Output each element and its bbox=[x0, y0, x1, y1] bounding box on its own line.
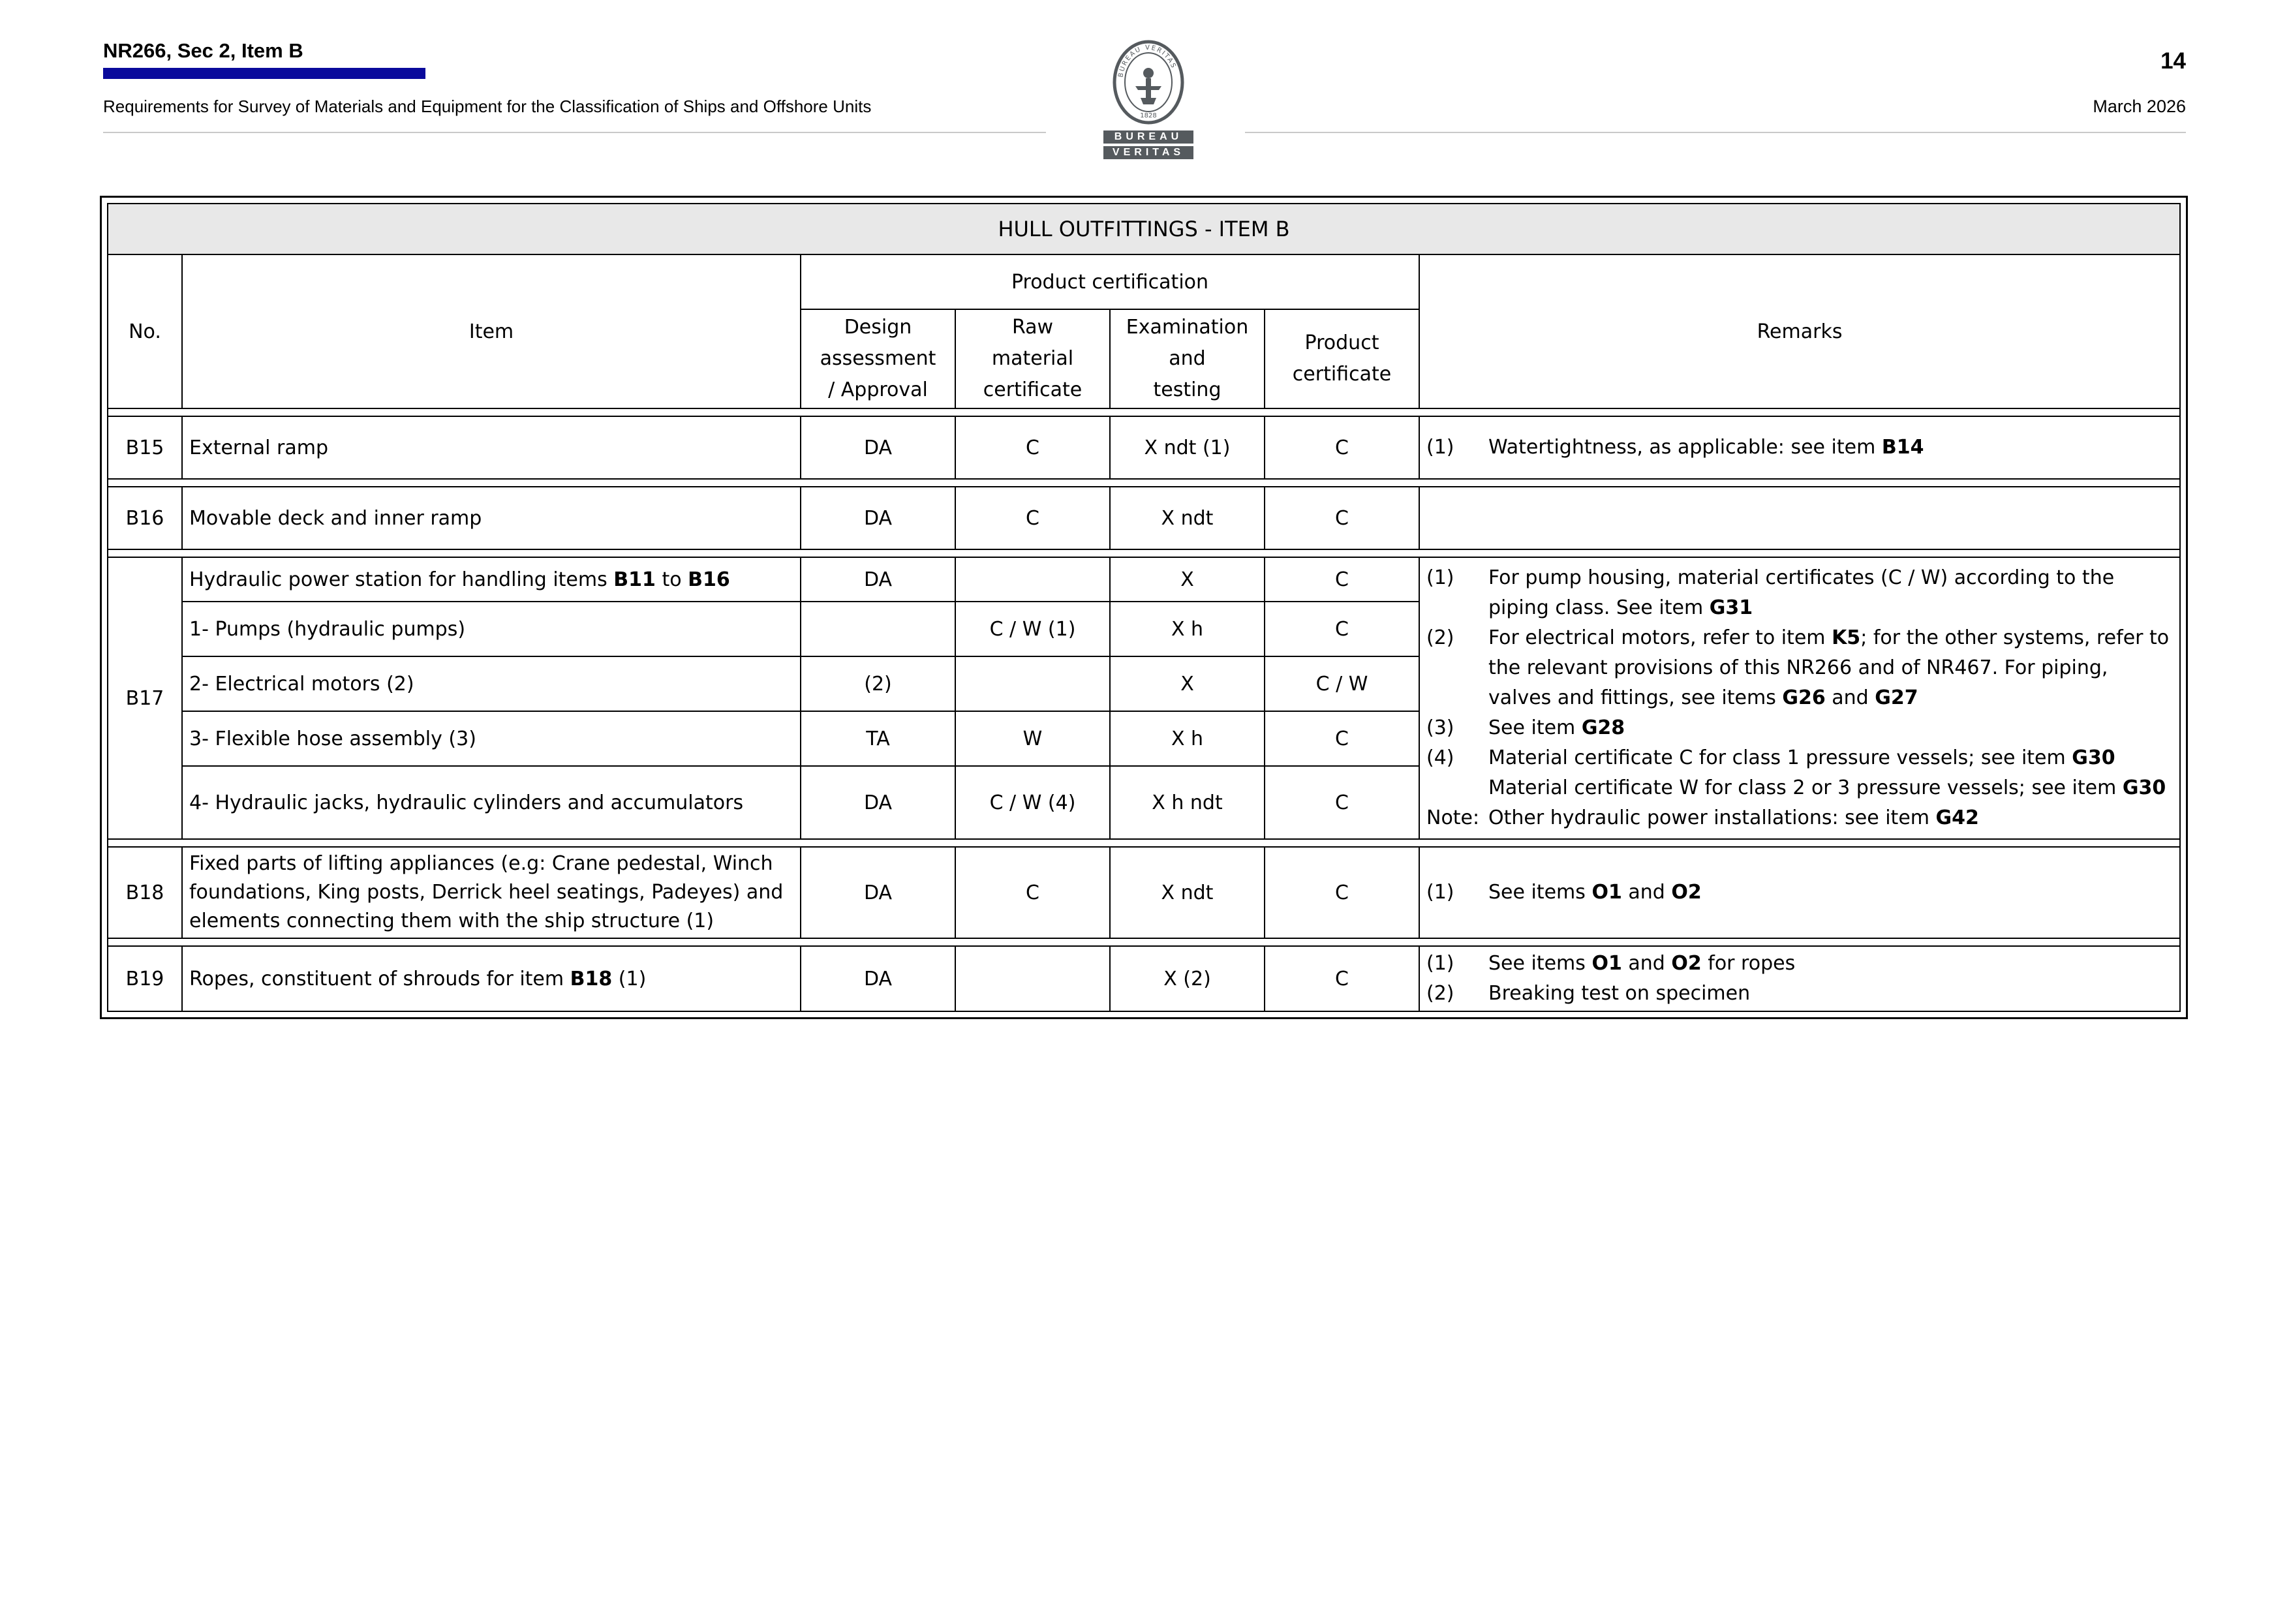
examination-cell: X bbox=[1110, 656, 1265, 711]
examination-cell: X bbox=[1110, 557, 1265, 602]
design-cell: DA bbox=[801, 487, 955, 549]
row-separator bbox=[108, 839, 2180, 847]
item-cell: 3- Flexible hose assembly (3) bbox=[182, 711, 801, 766]
item-cell: Ropes, constituent of shrouds for item B18 (1) bbox=[182, 946, 801, 1011]
row-number: B15 bbox=[108, 416, 182, 479]
hull-outfittings-table bbox=[107, 203, 2181, 1012]
logo-seal-text: BUREAU VERITAS bbox=[1117, 44, 1178, 78]
logo-word-bureau: BUREAU bbox=[1103, 130, 1193, 144]
table-row-b15 bbox=[108, 416, 2180, 479]
design-cell: (2) bbox=[801, 656, 955, 711]
remarks-cell: (1) See items O1 and O2 bbox=[1419, 847, 2180, 938]
item-cell: 1- Pumps (hydraulic pumps) bbox=[182, 602, 801, 656]
column-group-product-certification: Product certification bbox=[801, 254, 1419, 309]
raw-material-cell bbox=[955, 656, 1110, 711]
examination-cell: X (2) bbox=[1110, 946, 1265, 1011]
logo-word-veritas: VERITAS bbox=[1103, 146, 1193, 159]
item-cell: 2- Electrical motors (2) bbox=[182, 656, 801, 711]
column-header-remarks: Remarks bbox=[1419, 254, 2180, 408]
row-separator bbox=[108, 549, 2180, 557]
product-certificate-cell: C / W bbox=[1265, 656, 1419, 711]
examination-cell: X h bbox=[1110, 602, 1265, 656]
column-header-examination: Examination and testing bbox=[1110, 309, 1265, 408]
remarks-cell: (1) See items O1 and O2 for ropes (2) Breaking test on specimen bbox=[1419, 946, 2180, 1011]
remarks-cell bbox=[1419, 557, 2180, 839]
product-certificate-cell: C bbox=[1265, 766, 1419, 839]
row-separator bbox=[108, 408, 2180, 416]
publication-date: March 2026 bbox=[2093, 97, 2186, 116]
design-cell: DA bbox=[801, 416, 955, 479]
design-cell bbox=[801, 602, 955, 656]
column-header-raw-material: Raw material certificate bbox=[955, 309, 1110, 408]
column-header-item: Item bbox=[182, 254, 801, 408]
row-number: B19 bbox=[108, 946, 182, 1011]
item-cell: External ramp bbox=[182, 416, 801, 479]
remark-note: (4) Material certificate C for class 1 pressure vessels; see item G30 Material certificate W for class 2 or 3 pressure vessels; see item G30 bbox=[1426, 746, 2166, 799]
bureau-veritas-logo bbox=[1101, 39, 1195, 163]
raw-material-cell: C bbox=[955, 416, 1110, 479]
logo-seal-icon bbox=[1101, 39, 1195, 128]
raw-material-cell: C bbox=[955, 847, 1110, 938]
product-certificate-cell: C bbox=[1265, 946, 1419, 1011]
raw-material-cell: C bbox=[955, 487, 1110, 549]
design-cell: DA bbox=[801, 557, 955, 602]
header-accent-bar bbox=[103, 68, 425, 79]
design-cell: DA bbox=[801, 847, 955, 938]
item-cell: Movable deck and inner ramp bbox=[182, 487, 801, 549]
examination-cell: X ndt bbox=[1110, 487, 1265, 549]
document-subtitle: Requirements for Survey of Materials and Equipment for the Classification of Ships and Offshore Units bbox=[103, 97, 872, 116]
examination-cell: X h ndt bbox=[1110, 766, 1265, 839]
table-row-b16 bbox=[108, 487, 2180, 549]
logo-seal-year: 1828 bbox=[1140, 112, 1157, 119]
design-cell: DA bbox=[801, 946, 955, 1011]
design-cell: TA bbox=[801, 711, 955, 766]
remark-note: (3) See item G28 bbox=[1426, 716, 1625, 739]
document-reference: NR266, Sec 2, Item B bbox=[103, 39, 303, 62]
product-certificate-cell: C bbox=[1265, 847, 1419, 938]
raw-material-cell: W bbox=[955, 711, 1110, 766]
row-separator bbox=[108, 479, 2180, 487]
table-title: HULL OUTFITTINGS - ITEM B bbox=[108, 204, 2180, 254]
design-cell: DA bbox=[801, 766, 955, 839]
header-divider-right bbox=[1245, 132, 2186, 133]
product-certificate-cell: C bbox=[1265, 416, 1419, 479]
item-cell: 4- Hydraulic jacks, hydraulic cylinders and accumulators bbox=[182, 766, 801, 839]
remarks-cell: (1) Watertightness, as applicable: see item B14 bbox=[1419, 416, 2180, 479]
header-divider-left bbox=[103, 132, 1046, 133]
product-certificate-cell: C bbox=[1265, 557, 1419, 602]
table-row-b18 bbox=[108, 847, 2180, 938]
product-certificate-cell: C bbox=[1265, 487, 1419, 549]
row-number: B18 bbox=[108, 847, 182, 938]
table-row-b19 bbox=[108, 946, 2180, 1011]
remark-note: (2) For electrical motors, refer to item K5; for the other systems, refer to the relevant provisions of this NR266 and of NR467. For piping, valves and fittings, see items G26 and G27 bbox=[1426, 626, 2170, 709]
page-number: 14 bbox=[2160, 48, 2186, 74]
raw-material-cell bbox=[955, 557, 1110, 602]
item-cell: Hydraulic power station for handling items B11 to B16 bbox=[182, 557, 801, 602]
examination-cell: X ndt (1) bbox=[1110, 416, 1265, 479]
remark-note: Note: Other hydraulic power installations: see item G42 bbox=[1426, 806, 1979, 829]
examination-cell: X ndt bbox=[1110, 847, 1265, 938]
table-row-b17 bbox=[108, 557, 2180, 602]
column-header-no: No. bbox=[108, 254, 182, 408]
examination-cell: X h bbox=[1110, 711, 1265, 766]
raw-material-cell: C / W (4) bbox=[955, 766, 1110, 839]
remarks-cell bbox=[1419, 487, 2180, 549]
product-certificate-cell: C bbox=[1265, 711, 1419, 766]
row-number: B16 bbox=[108, 487, 182, 549]
column-header-product-certificate: Product certificate bbox=[1265, 309, 1419, 408]
product-certificate-cell: C bbox=[1265, 602, 1419, 656]
item-cell: Fixed parts of lifting appliances (e.g: Crane pedestal, Winch foundations, King posts, Derrick heel seatings, Padeyes) and elements connecting them with the ship structure (1) bbox=[182, 847, 801, 938]
row-separator bbox=[108, 938, 2180, 946]
raw-material-cell: C / W (1) bbox=[955, 602, 1110, 656]
raw-material-cell bbox=[955, 946, 1110, 1011]
column-header-design-assessment: Design assessment / Approval bbox=[801, 309, 955, 408]
hull-outfittings-table-frame bbox=[100, 196, 2188, 1019]
row-number: B17 bbox=[108, 557, 182, 839]
remark-note: (1) For pump housing, material certificates (C / W) according to the piping class. See item G31 bbox=[1426, 566, 2115, 619]
